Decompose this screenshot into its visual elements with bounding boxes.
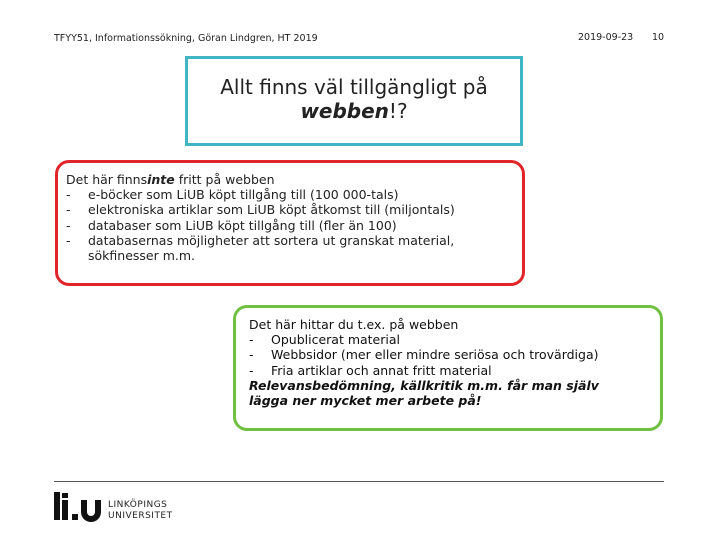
on-web-list bbox=[249, 317, 599, 408]
list-item: - Fria artiklar och annat fritt material bbox=[249, 362, 492, 378]
slide-title-emphasis: webben bbox=[300, 99, 389, 123]
list-item: - elektroniska artiklar som LiUB köpt åtkomst till (miljontals) bbox=[66, 202, 455, 218]
list-item-text: e-böcker som LiUB köpt tillgång till (100 000-tals) bbox=[88, 187, 399, 203]
not-free-intro-emphasis: inte bbox=[147, 172, 175, 187]
page-number: 10 bbox=[652, 32, 665, 43]
university-name bbox=[108, 500, 173, 522]
university-name-line2: UNIVERSITET bbox=[108, 511, 173, 521]
slide-title-box bbox=[185, 56, 523, 146]
header-course: TFYY51, Informationssökning, Göran Lindgren, HT 2019 bbox=[54, 33, 318, 44]
not-free-intro-post: fritt på webben bbox=[174, 172, 275, 187]
header-date: 2019-09-23 bbox=[578, 32, 634, 43]
not-free-intro-pre: Det här finns bbox=[66, 172, 148, 187]
conclusion-line1: Relevansbedömning, källkritik m.m. får man själv bbox=[249, 377, 599, 393]
slide-title-line1: Allt finns väl tillgängligt på bbox=[220, 75, 488, 99]
footer-divider bbox=[54, 481, 664, 482]
list-item-text: Opublicerat material bbox=[271, 332, 400, 348]
list-item: - e-böcker som LiUB köpt tillgång till (100 000-tals) bbox=[66, 187, 399, 203]
on-web-intro: Det här hittar du t.ex. på webben bbox=[249, 317, 459, 332]
conclusion-line2: lägga ner mycket mer arbete på! bbox=[249, 393, 482, 409]
not-free-list bbox=[66, 172, 455, 263]
list-item-text: Webbsidor (mer eller mindre seriösa och trovärdiga) bbox=[271, 347, 599, 363]
slide-title-line2 bbox=[188, 99, 520, 123]
list-item-text: Fria artiklar och annat fritt material bbox=[271, 362, 492, 378]
liu-logo-icon bbox=[54, 492, 104, 522]
list-item-text: databaser som LiUB köpt tillgång till (fler än 100) bbox=[88, 217, 397, 233]
list-item-continuation: sökfinesser m.m. bbox=[88, 248, 196, 264]
list-item: - Opublicerat material bbox=[249, 332, 400, 348]
list-item: - databasernas möjligheter att sortera ut granskat material, bbox=[66, 232, 455, 248]
list-item: - databaser som LiUB köpt tillgång till (fler än 100) bbox=[66, 217, 397, 233]
not-free-intro bbox=[66, 172, 455, 187]
list-item: - Webbsidor (mer eller mindre seriösa och trovärdiga) bbox=[249, 347, 599, 363]
list-item-text: databasernas möjligheter att sortera ut granskat material, bbox=[88, 232, 455, 248]
university-name-line1: LINKÖPINGS bbox=[108, 500, 168, 510]
list-item-text: elektroniska artiklar som LiUB köpt åtkomst till (miljontals) bbox=[88, 202, 455, 218]
slide-title-punctuation: !? bbox=[388, 99, 408, 123]
